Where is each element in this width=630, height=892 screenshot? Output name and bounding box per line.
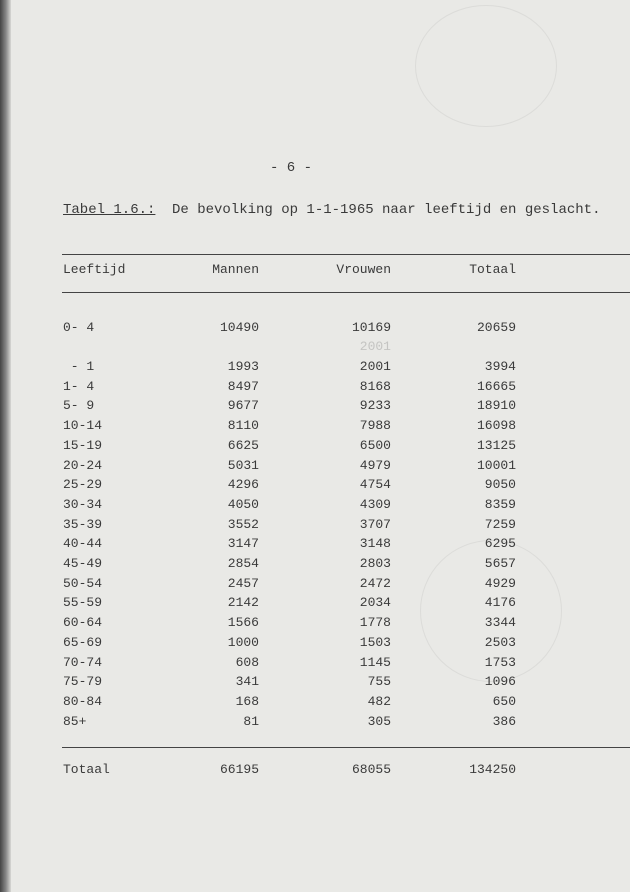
- row-mannen: 4050: [227, 496, 259, 512]
- row-totaal: 5657: [484, 556, 516, 571]
- total-mannen: 66195: [219, 762, 259, 777]
- row-mannen: 341: [235, 674, 259, 690]
- total-rule: [62, 747, 630, 748]
- row-totaal: 9050: [484, 477, 516, 493]
- row-age: 1- 4: [63, 378, 95, 394]
- row-mannen: 1993: [227, 359, 259, 374]
- row-totaal: 16665: [476, 378, 516, 394]
- row-totaal: 4176: [484, 595, 516, 611]
- row-mannen: 608: [235, 654, 259, 670]
- row-totaal: 16098: [476, 418, 516, 434]
- row-vrouwen: 305: [367, 713, 391, 729]
- row-mannen: 2457: [227, 575, 259, 591]
- row-vrouwen: 1503: [359, 634, 391, 650]
- row-mannen: 6625: [227, 437, 259, 453]
- row-mannen: 1566: [227, 615, 259, 631]
- total-label: Totaal: [63, 762, 110, 777]
- row-age: 65-69: [63, 634, 103, 650]
- row-age: 75-79: [63, 674, 103, 690]
- row-mannen: 3147: [227, 536, 259, 552]
- row-vrouwen: 8168: [359, 378, 391, 394]
- total-vrouwen: 68055: [351, 762, 391, 777]
- row-mannen: 10490: [219, 320, 259, 335]
- binding-edge: [0, 0, 11, 892]
- row-vrouwen: 3148: [359, 536, 391, 552]
- row-vrouwen: 2472: [359, 575, 391, 591]
- table-caption-label: Tabel 1.6.:: [63, 202, 156, 218]
- header-mannen: Mannen: [212, 262, 259, 277]
- row-age: 15-19: [63, 437, 103, 453]
- row-vrouwen: 482: [367, 693, 391, 709]
- row-totaal: 6295: [484, 536, 516, 552]
- table-caption-text: De bevolking op 1-1-1965 naar leeftijd en geslacht.: [172, 202, 601, 218]
- page-number: - 6 -: [270, 160, 313, 176]
- row-age: 30-34: [63, 496, 103, 512]
- row-age: 0- 4: [63, 320, 95, 335]
- row-totaal: 2503: [484, 634, 516, 650]
- row-vrouwen: 2001: [359, 359, 391, 374]
- row-age: 50-54: [63, 575, 103, 591]
- row-totaal: 1753: [484, 654, 516, 670]
- header-vrouwen: Vrouwen: [336, 262, 391, 277]
- row-totaal: 3344: [484, 615, 516, 631]
- row-totaal: 10001: [476, 457, 516, 473]
- row-vrouwen: 10169: [351, 320, 391, 335]
- row-totaal: 4929: [484, 575, 516, 591]
- total-totaal: 134250: [469, 762, 516, 777]
- row-totaal: 1096: [484, 674, 516, 690]
- row-vrouwen: 9233: [359, 398, 391, 414]
- row-mannen: 1000: [227, 634, 259, 650]
- row-vrouwen: 6500: [359, 437, 391, 453]
- row-totaal: 650: [492, 693, 516, 709]
- row-age: 5- 9: [63, 398, 95, 414]
- row-totaal: 386: [492, 713, 516, 729]
- row-age: 80-84: [63, 693, 103, 709]
- header-rule: [62, 292, 630, 293]
- row-age: 20-24: [63, 457, 103, 473]
- row-vrouwen: 2803: [359, 556, 391, 571]
- row-mannen: 5031: [227, 457, 259, 473]
- row-vrouwen: 4754: [359, 477, 391, 493]
- row-age: 40-44: [63, 536, 103, 552]
- row-age: 10-14: [63, 418, 103, 434]
- table-top-rule: [62, 254, 630, 255]
- row-vrouwen: 2034: [359, 595, 391, 611]
- row-totaal: 13125: [476, 437, 516, 453]
- row-mannen: 2142: [227, 595, 259, 611]
- row-totaal: 8359: [484, 496, 516, 512]
- row-age: 60-64: [63, 615, 103, 631]
- row-age: 45-49: [63, 556, 103, 571]
- row-vrouwen: 4309: [359, 496, 391, 512]
- faint-overprint: 2001: [359, 339, 391, 354]
- row-vrouwen: 1145: [359, 654, 391, 670]
- header-leeftijd: Leeftijd: [63, 262, 126, 277]
- row-mannen: 4296: [227, 477, 259, 493]
- header-totaal: Totaal: [469, 262, 516, 277]
- row-mannen: 8110: [227, 418, 259, 434]
- row-mannen: 168: [235, 693, 259, 709]
- row-mannen: 81: [243, 713, 259, 729]
- row-mannen: 8497: [227, 378, 259, 394]
- row-mannen: 2854: [227, 556, 259, 571]
- row-age: 70-74: [63, 654, 103, 670]
- row-vrouwen: 4979: [359, 457, 391, 473]
- row-totaal: 20659: [476, 320, 516, 335]
- row-mannen: 3552: [227, 516, 259, 532]
- row-mannen: 9677: [227, 398, 259, 414]
- row-vrouwen: 755: [367, 674, 391, 690]
- row-age: 55-59: [63, 595, 103, 611]
- row-totaal: 7259: [484, 516, 516, 532]
- row-vrouwen: 1778: [359, 615, 391, 631]
- row-vrouwen: 3707: [359, 516, 391, 532]
- faint-stamp: [415, 5, 557, 127]
- row-age: 35-39: [63, 516, 103, 532]
- row-age: 85+: [63, 713, 87, 729]
- row-totaal: 3994: [484, 359, 516, 374]
- row-vrouwen: 7988: [359, 418, 391, 434]
- row-totaal: 18910: [476, 398, 516, 414]
- row-age: 25-29: [63, 477, 103, 493]
- row-age: - 1: [63, 359, 95, 374]
